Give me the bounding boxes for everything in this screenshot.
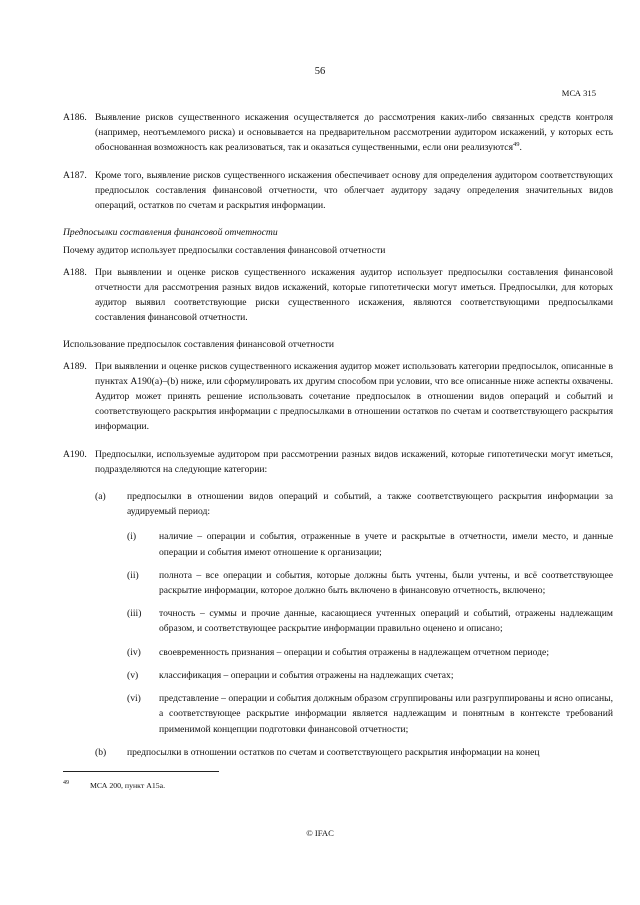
footnote-divider: [63, 771, 219, 772]
list-text: наличие – операции и события, отраженные в учете и раскрытые в отчетности, имели место, и данные операции и события имеют отношение к организации;: [159, 531, 613, 558]
list-label: (a): [95, 491, 106, 503]
list-label: (i): [127, 531, 137, 543]
list-label: (v): [127, 669, 139, 681]
list-item-b: [95, 745, 613, 760]
assertions-list: [127, 529, 613, 736]
footnote: [63, 778, 165, 793]
paragraph-a187: [63, 168, 613, 214]
paragraph-number: A187.: [63, 169, 87, 181]
list-text: своевременность признания – операции и события отражены в надлежащем отчетном периоде;: [159, 646, 549, 658]
paragraph-a188: [63, 265, 613, 326]
list-text: классификация – операции и события отражены на надлежащих счетах;: [159, 669, 454, 681]
paragraph-text: При выявлении и оценке рисков существенного искажения аудитор использует предпосылки составления финансовой отчетности для рассмотрения разных видов искажений, которые гипотетически могут иметься. Предпосылки, для которых аудитор выявил соответствующие риски существенного искажения, являются соответствующими предпосылками составления финансовой отчетности.: [95, 266, 613, 324]
list-text: точность – суммы и прочие данные, касающиеся учтенных операций и событий, отражены надлежащим образом, и соответствующее раскрытие информации правильно оценено и описано;: [159, 608, 613, 635]
paragraph-body: Выявление рисков существенного искажения осуществляется до рассмотрения каких-либо связанных средств контроля (например, неотъемлемого риска) и основывается на предварительном рассмотрении аудитором искажений, у которых есть обоснованная возможность как реализоваться, так и оказаться существенными, если они реализуются: [95, 112, 613, 154]
paragraph-text: Кроме того, выявление рисков существенного искажения обеспечивает основу для определения аудитором соответствующих предпосылок составления финансовой отчетности, что облегчает аудитору задачу определения значительных видов операций, остатков по счетам и раскрытия информации.: [95, 169, 613, 212]
footnote-reference[interactable]: 49: [512, 141, 520, 149]
list-item: [127, 668, 613, 683]
footnote-number: 49: [63, 780, 69, 786]
list-label: (ii): [127, 569, 139, 581]
paragraph-number: A190.: [63, 448, 87, 460]
list-label: (b): [95, 746, 107, 758]
list-label: (iv): [127, 646, 141, 658]
subheading-use: Использование предпосылок составления финансовой отчетности: [63, 339, 335, 351]
list-item: [127, 568, 613, 598]
section-heading: Предпосылки составления финансовой отчетности: [63, 227, 278, 239]
paragraph-text: Предпосылки, используемые аудитором при рассмотрении разных видов искажений, которые гипотетически могут иметься, подразделяются на следующие категории:: [95, 448, 613, 475]
paragraph-text: [95, 110, 613, 156]
list-text: предпосылки в отношении видов операций и событий, а также соответствующего раскрытия информации за аудируемый период:: [127, 491, 613, 518]
list-item: [127, 529, 613, 559]
subheading-why: Почему аудитор использует предпосылки составления финансовой отчетности: [63, 245, 386, 257]
list-label: (iii): [127, 608, 142, 620]
page-content: [63, 110, 613, 770]
paragraph-number: A186.: [63, 112, 87, 123]
paragraph-number: A188.: [63, 266, 87, 278]
list-text: представление – операции и события должным образом сгруппированы или разгруппированы и ясно описаны, а соответствующее раскрытие информации является надлежащим и понятным в контексте требований применимой концепции подготовки финансовой отчетности;: [159, 693, 613, 735]
list-label: (vi): [127, 693, 141, 705]
page-number: 56: [314, 66, 326, 77]
paragraph-a189: [63, 359, 613, 435]
list-item-a: [95, 489, 613, 519]
list-item: [127, 645, 613, 660]
footnote-text: МСА 200, пункт A15a.: [90, 781, 166, 790]
paragraph-tail: .: [519, 142, 522, 154]
paragraph-text: При выявлении и оценке рисков существенного искажения аудитор может использовать категории предпосылок, описанные в пунктах A190(a)–(b) ниже, или сформулировать их другим способом при условии, что все описанные ниже аспекты охвачены. Аудитор может принять решение использовать сочетание предпосылок в отношении видов операций и событий и соответствующего раскрытия информации с предпосылками в отношении остатков по счетам и соответствующего раскрытия информации.: [95, 360, 613, 433]
copyright-footer: © IFAC: [306, 828, 334, 838]
list-item: [127, 606, 613, 636]
list-text: предпосылки в отношении остатков по счетам и соответствующего раскрытия информации на конец: [127, 746, 540, 758]
list-item: [127, 691, 613, 737]
document-code: МСА 315: [561, 88, 596, 98]
paragraph-a186: [63, 110, 613, 156]
paragraph-a190: [63, 447, 613, 477]
paragraph-number: A189.: [63, 360, 87, 372]
list-text: полнота – все операции и события, которые должны быть учтены, были учтены, и всё соответствующее раскрытие информации, которое должно быть включено в финансовую отчетность, включено;: [159, 569, 613, 597]
